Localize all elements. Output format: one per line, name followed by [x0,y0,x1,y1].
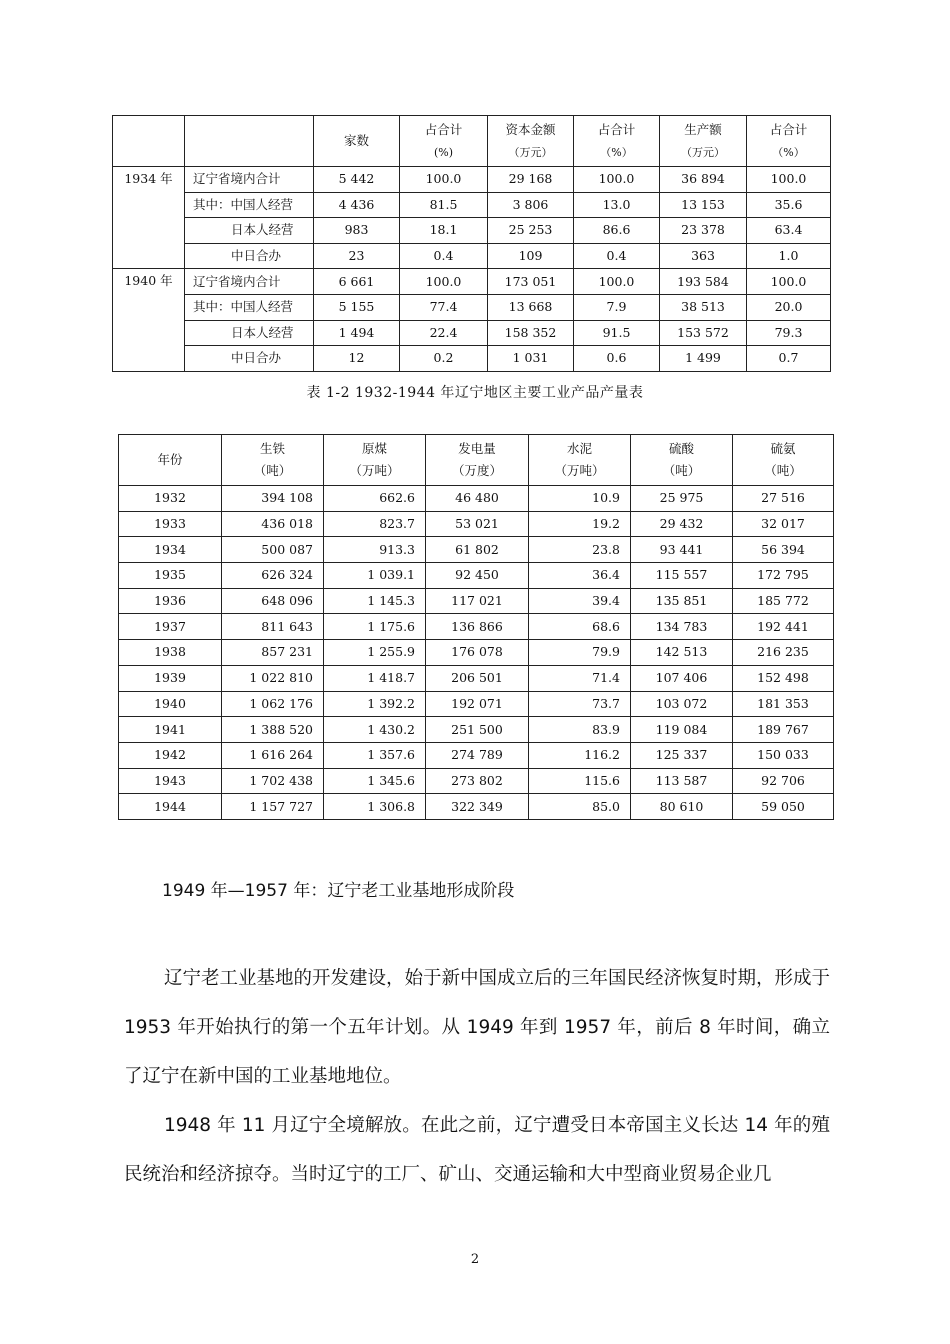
header-unit: （吨） [662,463,701,478]
year-cell: 1940 [119,691,222,717]
header-label: 原煤 [361,441,387,456]
year-cell: 1938 [119,640,222,666]
table2-row [119,691,834,717]
table1-cell: 86.6 [574,218,660,244]
table2-cell: 115.6 [529,768,631,794]
table2-cell: 273 802 [426,768,529,794]
row-label-cell: 其中：中国人经营 [185,294,314,320]
header-label: 年份 [157,452,183,467]
table1-cell: 1.0 [747,243,831,269]
table1-row [113,218,831,244]
table2-cell: 1 430.2 [324,717,426,743]
row-label-cell: 其中：中国人经营 [185,192,314,218]
table1-cell: 3 806 [488,192,574,218]
header-unit: （万吨） [349,463,400,478]
header-label: 硫氨 [770,441,796,456]
header-label: 占合计 [424,121,463,137]
table1-cell: 173 051 [488,269,574,295]
table2-cell: 116.2 [529,742,631,768]
table2-cell: 648 096 [222,588,324,614]
header-label: 生铁 [259,441,285,456]
table2-header-row [119,435,834,486]
row-label-cell: 中日合办 [185,243,314,269]
table1-cell: 6 661 [314,269,400,295]
table2-cell: 36.4 [529,563,631,589]
table2-header-cell [631,435,733,486]
table2-cell: 136 866 [426,614,529,640]
table2-row [119,563,834,589]
table1-cell: 100.0 [400,167,488,193]
table1-cell: 63.4 [747,218,831,244]
table2-cell: 83.9 [529,717,631,743]
table1-cell: 158 352 [488,320,574,346]
year-cell: 1941 [119,717,222,743]
table1-cell: 22.4 [400,320,488,346]
table2-cell: 142 513 [631,640,733,666]
table2-cell: 39.4 [529,588,631,614]
table2-cell: 394 108 [222,486,324,512]
table2-cell: 1 392.2 [324,691,426,717]
table1-cell: 0.4 [574,243,660,269]
header-unit: （%） [600,145,633,159]
table2-cell: 189 767 [733,717,834,743]
table1-cell: 13.0 [574,192,660,218]
row-label-cell: 中日合办 [185,346,314,372]
table2-row [119,742,834,768]
header-unit: （吨） [764,463,802,478]
table2-header-cell [222,435,324,486]
table1-row [113,294,831,320]
table1-cell: 100.0 [747,269,831,295]
table1-cell: 193 584 [660,269,747,295]
year-cell: 1940 年 [113,269,185,371]
table2-cell: 436 018 [222,511,324,537]
table2-cell: 25 975 [631,486,733,512]
table1-cell: 35.6 [747,192,831,218]
table2-cell: 27 516 [733,486,834,512]
header-label: 生产额 [684,121,722,137]
table1-cell: 100.0 [574,269,660,295]
table2-row [119,717,834,743]
table2-cell: 46 480 [426,486,529,512]
table1-cell: 363 [660,243,747,269]
table2-header-cell [733,435,834,486]
header-label: 发电量 [458,441,496,456]
table2-cell: 823.7 [324,511,426,537]
table2-cell: 103 072 [631,691,733,717]
table1-header-cell [400,116,488,167]
table2-row [119,640,834,666]
table2-cell: 1 388 520 [222,717,324,743]
table1-cell: 38 513 [660,294,747,320]
table1-row [113,243,831,269]
table2-cell: 80 610 [631,794,733,820]
table2-cell: 192 441 [733,614,834,640]
table2-cell: 135 851 [631,588,733,614]
table2-cell: 29 432 [631,511,733,537]
body-paragraph: 辽宁老工业基地的开发建设，始于新中国成立后的三年国民经济恢复时期，形成于 1953 年开始执行的第一个五年计划。从 1949 年到 1957 年，前后 8 年时间，确立了辽宁在新中国的工业基地地位。 [124,968,831,1087]
table2-cell: 125 337 [631,742,733,768]
table2-cell: 59 050 [733,794,834,820]
header-label: 家数 [343,133,369,148]
table1-cell: 100.0 [400,269,488,295]
header-unit: (%) [433,145,454,159]
table2-cell: 216 235 [733,640,834,666]
table2-cell: 181 353 [733,691,834,717]
table2-cell: 1 418.7 [324,665,426,691]
table1-cell: 77.4 [400,294,488,320]
header-unit: （吨） [253,463,292,478]
table-caption: 表 1-2 1932-1944 年辽宁地区主要工业产品产量表 [306,385,644,401]
header-label: 水泥 [566,441,592,456]
table2-cell: 23.8 [529,537,631,563]
table2-cell: 107 406 [631,665,733,691]
table2-cell: 85.0 [529,794,631,820]
table2-cell: 1 255.9 [324,640,426,666]
table2-cell: 117 021 [426,588,529,614]
table1-row [113,269,831,295]
table1-cell: 13 668 [488,294,574,320]
table1-cell: 4 436 [314,192,400,218]
table2-header-cell [119,435,222,486]
table1-cell: 7.9 [574,294,660,320]
table1-header-cell [113,116,185,167]
table2-cell: 913.3 [324,537,426,563]
table1-cell: 91.5 [574,320,660,346]
table2-cell: 500 087 [222,537,324,563]
row-label-cell: 辽宁省境内合计 [185,269,314,295]
table1-cell: 81.5 [400,192,488,218]
table2-cell: 19.2 [529,511,631,537]
header-unit: （万吨） [554,463,605,478]
table1-row [113,320,831,346]
year-cell: 1935 [119,563,222,589]
table2-cell: 274 789 [426,742,529,768]
table2-cell: 1 145.3 [324,588,426,614]
table2-cell: 93 441 [631,537,733,563]
table1-cell: 23 [314,243,400,269]
table1-row [113,346,831,372]
table1-cell: 13 153 [660,192,747,218]
table2-cell: 857 231 [222,640,324,666]
year-cell: 1939 [119,665,222,691]
table2-cell: 150 033 [733,742,834,768]
table1-cell: 25 253 [488,218,574,244]
table2-header-cell [324,435,426,486]
table1-cell: 5 442 [314,167,400,193]
table2-cell: 1 616 264 [222,742,324,768]
table2-row [119,537,834,563]
table2-cell: 68.6 [529,614,631,640]
year-cell: 1942 [119,742,222,768]
table1-cell: 1 031 [488,346,574,372]
table1-row [113,167,831,193]
table2-row [119,614,834,640]
table2-cell: 73.7 [529,691,631,717]
year-cell: 1936 [119,588,222,614]
table2-cell: 113 587 [631,768,733,794]
row-label-cell: 日本人经营 [185,320,314,346]
header-label: 资本金额 [505,121,556,137]
table2-header-cell [426,435,529,486]
year-cell: 1944 [119,794,222,820]
row-label-cell: 辽宁省境内合计 [185,167,314,193]
header-label: 占合计 [769,121,808,137]
table2-cell: 251 500 [426,717,529,743]
table1-cell: 0.2 [400,346,488,372]
table1-header-cell [747,116,831,167]
header-unit: （万元） [681,145,725,159]
table2-cell: 119 084 [631,717,733,743]
table1-cell: 18.1 [400,218,488,244]
table1-cell: 20.0 [747,294,831,320]
section-heading: 1949 年—1957 年：辽宁老工业基地形成阶段 [162,881,515,901]
table1-cell: 23 378 [660,218,747,244]
table2-row [119,486,834,512]
table1-cell: 12 [314,346,400,372]
table1-header-cell [185,116,314,167]
table2-cell: 192 071 [426,691,529,717]
table1-cell: 1 494 [314,320,400,346]
header-unit: （万元） [508,145,553,159]
table2-cell: 1 062 176 [222,691,324,717]
table2-cell: 92 706 [733,768,834,794]
year-cell: 1934 [119,537,222,563]
header-label: 占合计 [597,121,636,137]
table1-cell: 983 [314,218,400,244]
table1-cell: 36 894 [660,167,747,193]
table2-cell: 134 783 [631,614,733,640]
header-unit: （%） [772,145,805,159]
table2-cell: 176 078 [426,640,529,666]
year-cell: 1934 年 [113,167,185,269]
table1-cell: 100.0 [747,167,831,193]
table2-cell: 10.9 [529,486,631,512]
table2-cell: 1 039.1 [324,563,426,589]
table2-row [119,511,834,537]
table2-cell: 322 349 [426,794,529,820]
table1-cell: 0.4 [400,243,488,269]
table2-cell: 626 324 [222,563,324,589]
table1-header-cell [488,116,574,167]
table1-header-cell [314,116,400,167]
table2-cell: 1 175.6 [324,614,426,640]
table2-cell: 1 306.8 [324,794,426,820]
table2-cell: 56 394 [733,537,834,563]
year-cell: 1937 [119,614,222,640]
table2-cell: 71.4 [529,665,631,691]
table2-cell: 115 557 [631,563,733,589]
table2-cell: 1 702 438 [222,768,324,794]
year-cell: 1933 [119,511,222,537]
table2-cell: 152 498 [733,665,834,691]
table2-cell: 1 157 727 [222,794,324,820]
table1-header-row [113,116,831,167]
table2-cell: 662.6 [324,486,426,512]
table2-cell: 1 345.6 [324,768,426,794]
table1-cell: 100.0 [574,167,660,193]
enterprise-ownership-table [112,115,831,372]
table1-cell: 1 499 [660,346,747,372]
industrial-output-table [118,434,834,820]
table1-cell: 109 [488,243,574,269]
table2-cell: 1 357.6 [324,742,426,768]
table1-cell: 79.3 [747,320,831,346]
table1-cell: 29 168 [488,167,574,193]
table1-header-cell [660,116,747,167]
table2-cell: 79.9 [529,640,631,666]
table2-cell: 92 450 [426,563,529,589]
table2-row [119,794,834,820]
table1-row [113,192,831,218]
table2-cell: 811 643 [222,614,324,640]
table2-cell: 206 501 [426,665,529,691]
table2-row [119,768,834,794]
table2-row [119,588,834,614]
table2-row [119,665,834,691]
table1-header-cell [574,116,660,167]
table2-cell: 1 022 810 [222,665,324,691]
body-paragraph: 1948 年 11 月辽宁全境解放。在此之前，辽宁遭受日本帝国主义长达 14 年的殖民统治和经济掠夺。当时辽宁的工厂、矿山、交通运输和大中型商业贸易企业几 [124,1115,830,1185]
table2-cell: 172 795 [733,563,834,589]
year-cell: 1943 [119,768,222,794]
table1-cell: 5 155 [314,294,400,320]
table1-cell: 0.7 [747,346,831,372]
table1-cell: 153 572 [660,320,747,346]
table2-cell: 32 017 [733,511,834,537]
header-unit: （万度） [451,463,502,478]
table2-cell: 61 802 [426,537,529,563]
table2-header-cell [529,435,631,486]
header-label: 硫酸 [668,441,694,456]
table2-cell: 53 021 [426,511,529,537]
year-cell: 1932 [119,486,222,512]
page-number: 2 [470,1252,480,1267]
table1-cell: 0.6 [574,346,660,372]
row-label-cell: 日本人经营 [185,218,314,244]
table2-cell: 185 772 [733,588,834,614]
